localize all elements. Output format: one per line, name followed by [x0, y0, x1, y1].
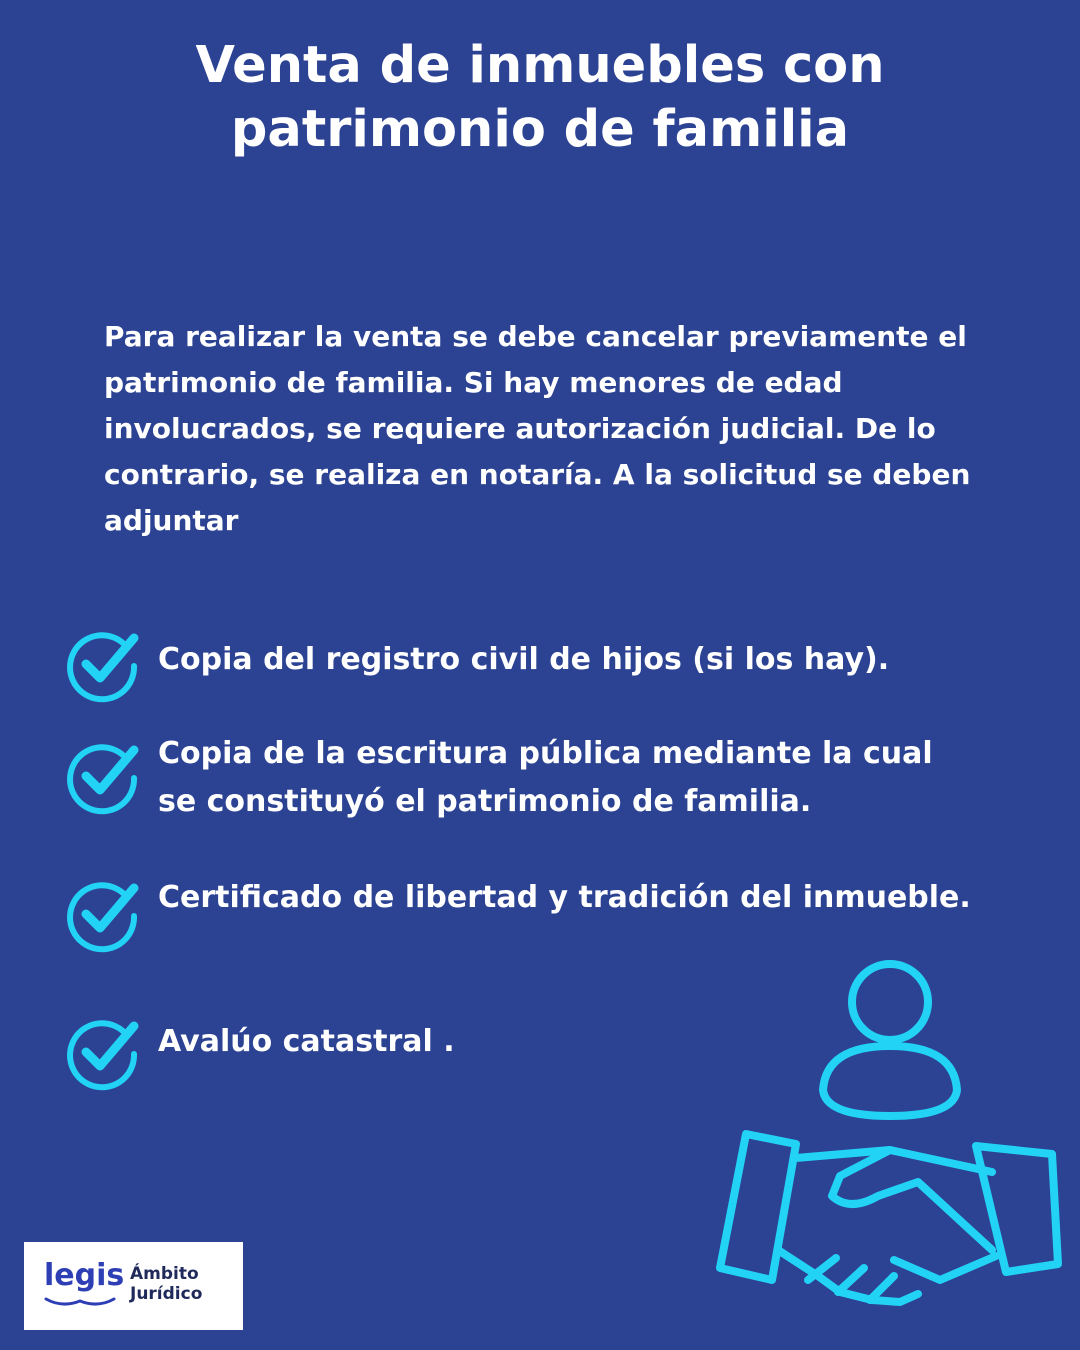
legis-ambito-juridico-logo [24, 1242, 243, 1330]
logo-line-1: Ámbito [130, 1264, 199, 1284]
book-icon [44, 1296, 116, 1310]
handshake-illustration [700, 950, 1080, 1350]
list-item-text: Copia de la escritura pública mediante la cual se constituyó el patrimonio de familia. [158, 736, 933, 819]
check-circle-icon [64, 876, 142, 954]
list-item-text: Copia del registro civil de hijos (si los hay). [158, 642, 890, 677]
logo-subtitle [130, 1264, 238, 1304]
check-circle-icon [64, 738, 142, 816]
page-title: Venta de inmuebles con patrimonio de familia [195, 36, 885, 159]
logo-line-2: Jurídico [130, 1284, 203, 1304]
list-item-text: Certificado de libertad y tradición del inmueble. [158, 880, 971, 915]
check-circle-icon [64, 626, 142, 704]
list-item-text: Avalúo catastral . [158, 1024, 455, 1059]
person-icon [823, 964, 957, 1116]
handshake-icon [720, 1134, 1058, 1302]
intro-paragraph: Para realizar la venta se debe cancelar previamente el patrimonio de familia. Si hay menores de edad involucrados, se requiere autorización judicial. De lo contrario, se realiza en notaría. A la solicitud se deben adjuntar [104, 320, 971, 537]
check-circle-icon [64, 1014, 142, 1092]
logo-brand: legis [44, 1258, 125, 1293]
